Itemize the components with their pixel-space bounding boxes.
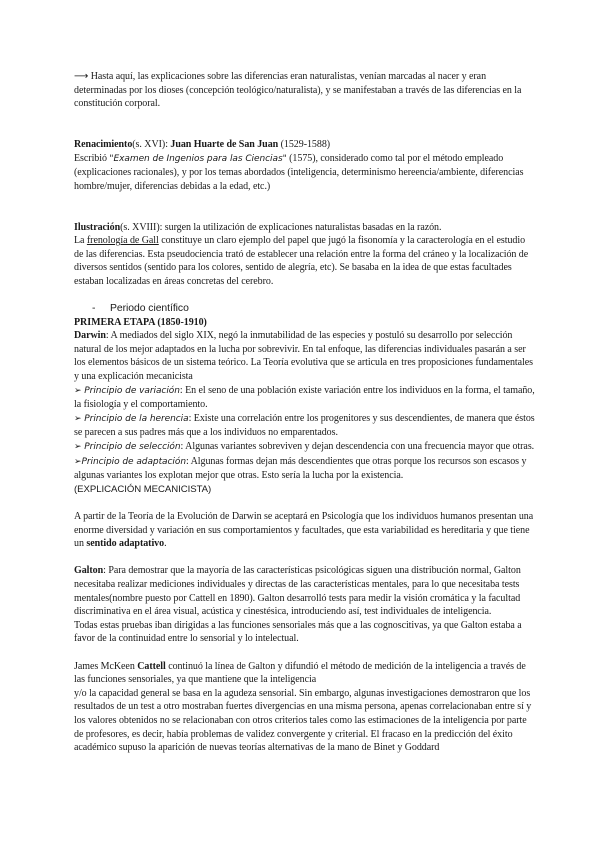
principio-herencia-label: ➢ Principio de la herencia bbox=[74, 413, 189, 424]
renacimiento-paragraph bbox=[74, 138, 536, 193]
galton-paragraph bbox=[74, 564, 536, 618]
apartir-text-1: A partir de la Teoría de la Evolución de Darwin se aceptará en Psicología que los individuos humanos presentan una enorme diversidad y variación en sus comportamientos y facultades, que esta variabilidad es hereditaria y que tiene un bbox=[74, 511, 534, 550]
principio-herencia-text: : Existe una correlación entre los progenitores y sus descendientes, de manera que éstos se parecen a sus padres más que a los individuos no emparentados. bbox=[74, 412, 535, 439]
darwin-text: : A mediados del siglo XIX, negó la inmutabilidad de las especies y postuló su desarrollo por selección natural de los mejor adaptados en la lucha por sobrevivir. En tal enfoque, las diferencias individuales pasarán a ser los elementos básicos de un sistema teórico. La Teoría evolutiva que se articula en tres proposiciones fundamentales y una explicación mecanicista bbox=[74, 330, 534, 383]
document-page bbox=[74, 70, 536, 755]
cattell-paragraph-2: y/o la capacidad general se basa en la agudeza sensorial. Sin embargo, algunas investigaciones demostraron que los resultados de un test a otro mostraban fuertes divergencias en una misma persona, apenas correlacionaban entre sí y los valores obtenidos no se relacionaban con otros criterios tales como las estimaciones de la inteligencia por parte de profesores, es decir, había problemas de validez convergente y criterial. El fracaso en la predicción del éxito académico supuso la aparición de nuevas teorías alternativas de la mano de Binet y Goddard bbox=[74, 687, 532, 754]
apartir-paragraph bbox=[74, 510, 536, 551]
ilustracion-text-2b: constituye un claro ejemplo del papel que jugó la fisonomía y la caracterología en el estudio de las diferencias. Esta pseudociencia trató de establecer una relación entre la forma del cráneo y la localización de diversos sentidos (sentido para los colores, sentido de alegría, etc). Se basaba en la idea de que estas facultades estaban localizadas en áreas concretas del cerebro. bbox=[74, 235, 529, 287]
spacer bbox=[74, 124, 536, 138]
darwin-name: Darwin bbox=[74, 330, 106, 342]
cattell-text-1: continuó la línea de Galton y difundió el método de medición de la inteligencia a través de las funciones sensoriales, ya que mantiene que la inteligencia bbox=[74, 660, 526, 686]
huarte-work-title: "Examen de Ingenios para las Ciencias" bbox=[109, 153, 287, 164]
periodo-list-item bbox=[92, 302, 536, 316]
galton-paragraph-2: Todas estas pruebas iban dirigidas a las funciones sensoriales más que a las cognoscitivas, ya que Galton estaba a favor de la continuidad entre lo sensorial y lo intelectual. bbox=[74, 619, 522, 645]
sentido-adaptativo: sentido adaptativo bbox=[86, 538, 165, 550]
ilustracion-paragraph bbox=[74, 221, 536, 289]
huarte-name: Juan Huarte de San Juan bbox=[170, 138, 279, 150]
principio-adaptacion bbox=[74, 455, 536, 483]
spacer bbox=[74, 193, 536, 207]
ilustracion-text-1: (s. XVIII): surgen la utilización de explicaciones naturalistas basadas en la razón. bbox=[120, 221, 442, 233]
primera-etapa-heading: PRIMERA ETAPA (1850-1910) bbox=[74, 316, 207, 328]
intro-text: Hasta aquí, las explicaciones sobre las diferencias eran naturalistas, venían marcadas al nacer y eran determinadas por los dioses (concepción teológico/naturalista), y se manifestaban a través de las diferencias en la constitución corporal. bbox=[74, 71, 522, 110]
principio-seleccion bbox=[74, 440, 536, 455]
spacer bbox=[74, 111, 536, 125]
principio-herencia bbox=[74, 412, 536, 440]
arrow-icon: ⟶ bbox=[74, 71, 89, 82]
principio-variacion-label: ➢ Principio de variación bbox=[74, 385, 180, 396]
list-dash: - bbox=[92, 303, 96, 315]
apartir-text-2: . bbox=[164, 538, 167, 550]
intro-paragraph bbox=[74, 70, 536, 111]
spacer bbox=[74, 496, 536, 510]
spacer bbox=[74, 551, 536, 565]
principio-seleccion-text: : Algunas variantes sobreviven y dejan descendencia con una frecuencia mayor que otras. bbox=[180, 441, 535, 453]
renacimiento-era: (s. XVI): bbox=[132, 138, 171, 150]
ilustracion-heading: Ilustración bbox=[74, 221, 121, 233]
cattell-prefix: James McKeen bbox=[74, 660, 138, 672]
principio-adaptacion-label: ➢Principio de adaptación bbox=[74, 456, 186, 467]
darwin-paragraph bbox=[74, 329, 536, 383]
galton-text: : Para demostrar que la mayoría de las características psicológicas siguen una distribución normal, Galton necesitaba realizar mediciones individuales y directas de las características mentales, para lo que necesitaba tests mentales(nombre puesto por Cattell en 1890). Galton desarrolló tests para medir la visión cromática y la facultad discriminativa en el área visual, acústica y cinestésica, introduciendo así, test individuales de inteligencia. bbox=[74, 565, 521, 618]
cattell-name: Cattell bbox=[137, 660, 166, 672]
spacer bbox=[74, 207, 536, 221]
renacimiento-text-2: (1575), considerado como tal por el método empleado (explicaciones racionales), y por los temas abordados (inteligencia, determinismo hereencia/ambiente, diferencias hombre/mujer, diferencias debidas a la edad, etc.) bbox=[74, 152, 524, 192]
spacer bbox=[74, 289, 536, 303]
explicacion-mecanicista: (EXPLICACIÓN MECANICISTA) bbox=[74, 483, 212, 495]
principio-seleccion-label: ➢ Principio de selección bbox=[74, 442, 181, 453]
principio-variacion bbox=[74, 384, 536, 412]
cattell-paragraph bbox=[74, 660, 536, 687]
principio-variacion-text: : En el seno de una población existe variación entre los individuos en la forma, el tamaño, la fisiología y el comportamiento. bbox=[74, 384, 535, 411]
huarte-years: (1529-1588) bbox=[278, 138, 331, 150]
principio-adaptacion-text: : Algunas formas dejan más descendientes que otras porque los recursos son escasos y algunas variantes los explotan mejor que otras. Esto sería la lucha por la existencia. bbox=[74, 455, 527, 482]
renacimiento-text-1: Escribió bbox=[74, 152, 110, 164]
spacer bbox=[74, 646, 536, 660]
periodo-label: Periodo científico bbox=[110, 303, 189, 315]
ilustracion-text-2a: La bbox=[74, 235, 87, 247]
galton-name: Galton bbox=[74, 565, 104, 577]
frenologia-link[interactable]: frenología de Gall bbox=[86, 235, 159, 247]
renacimiento-heading: Renacimiento bbox=[74, 138, 133, 150]
